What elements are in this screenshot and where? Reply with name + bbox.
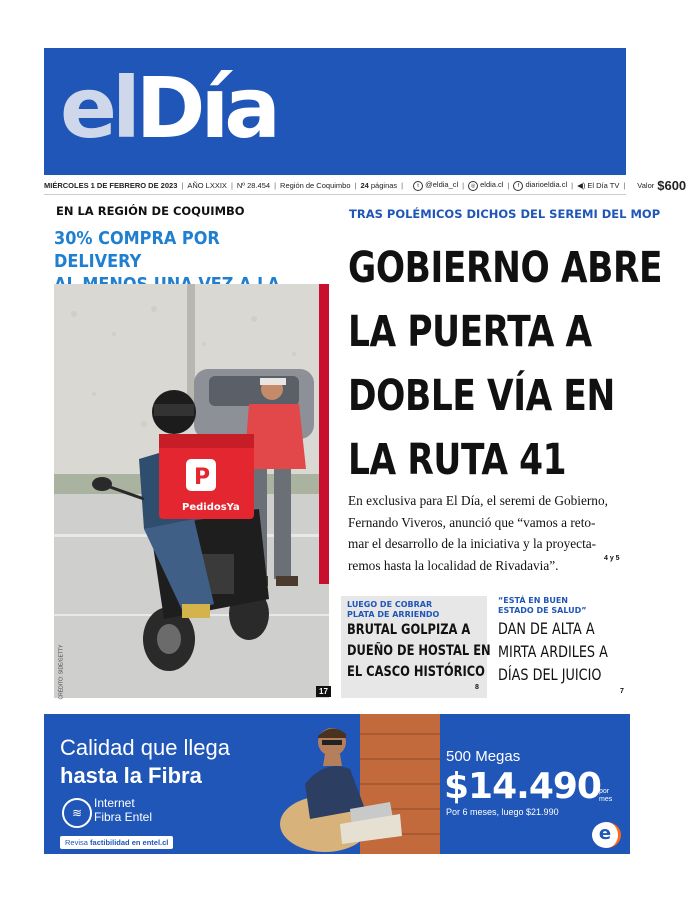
ad-price: $14.490 [444,766,601,807]
wifi-icon: ≋ [62,798,92,828]
page-count-suffix: páginas [370,180,398,190]
story3-kicker: “ESTÁ EN BUEN ESTADO DE SALUD” [498,596,587,615]
story3-page: 7 [620,688,624,695]
ad-cta[interactable]: Revisa factibilidad en entel.cl [60,836,173,849]
story2-page: 8 [475,684,479,691]
main-body-line: remos hasta la localidad de Rivadavia”. [348,557,559,573]
svg-text:P: P [194,465,211,490]
story3-headline: DAN DE ALTA A MIRTA ARDILES A DÍAS DEL JUICIO [498,619,608,684]
edition-date: MIÉRCOLES 1 DE FEBRERO DE 2023 [44,180,178,190]
facebook-handle[interactable]: f diarioeldia.cl [513,180,567,191]
tv-link[interactable]: ◀) El Día TV [577,180,620,190]
main-headline-line: GOBIERNO ABRE [348,243,663,293]
story2-kicker: LUEGO DE COBRAR PLATA DE ARRIENDO [347,600,440,619]
ad-tagline: Calidad que llega hasta la Fibra [60,735,231,788]
instagram-icon: ◎ [468,181,478,191]
main-body-line: En exclusiva para El Día, el seremi de Gobierno, [348,493,608,508]
twitter-handle[interactable]: t @eldia_cl [413,180,458,191]
info-bar: MIÉRCOLES 1 DE FEBRERO DE 2023 | AÑO LXXIX | Nº 28.454 | Región de Coquimbo | 24 páginas | t @eldia_cl | ◎ eldia.cl | f diarioeldia.cl | ◀) El Día TV | Valor $600 [44,176,626,195]
ad-speed: 500 Megas [446,748,521,765]
photo-credit: CRÉDITO: SIDE/GETTY [58,644,65,700]
entel-logo: e [592,822,621,848]
story2-headline: BRUTAL GOLPIZA A DUEÑO DE HOSTAL EN EL CASCO HISTÓRICO [347,622,491,680]
instagram-handle[interactable]: ◎ eldia.cl [468,180,503,191]
person-with-laptop-illustration [280,714,440,854]
story-assault[interactable] [341,596,491,698]
left-story-page: 17 [316,686,331,697]
ad-price-period: por mes [599,788,613,803]
edition-number: Nº 28.454 [236,180,271,190]
speaker-icon: ◀) [577,180,586,190]
main-headline-line: LA PUERTA A [348,307,592,357]
ad-price-note: Por 6 meses, luego $21.990 [446,807,559,817]
edition-year: AÑO LXXIX [187,180,227,190]
left-headline-line: 30% COMPRA POR DELIVERY [54,229,220,272]
page-count: 24 [360,180,369,190]
price-value: $600 [657,177,686,193]
edition-region: Región de Coquimbo [280,180,351,190]
left-story-kicker: EN LA REGIÓN DE COQUIMBO [56,204,245,218]
main-story-kicker: TRAS POLÉMICOS DICHOS DEL SEREMI DEL MOP [349,207,661,221]
delivery-photo [54,284,329,698]
main-body-line: mar el desarrollo de la iniciativa y la proyecta- [348,536,597,551]
ad-product: Internet Fibra Entel [94,796,153,824]
main-headline-line: DOBLE VÍA EN [348,371,615,421]
main-headline[interactable] [348,236,663,492]
twitter-icon: t [413,181,423,191]
logo[interactable]: elDía [60,59,276,157]
facebook-icon: f [513,181,523,191]
masthead [44,48,626,175]
bag-brand: PedidosYa [182,502,240,513]
main-body-line: Fernando Viveros, anunció que “vamos a reto- [348,514,596,530]
delivery-rider-illustration [54,284,329,698]
story-mirta-ardiles[interactable] [496,596,628,698]
main-headline-line: LA RUTA 41 [348,435,567,485]
price-label: Valor [637,180,655,190]
main-story-body [348,490,630,576]
main-story-pages: 4 y 5 [604,555,620,562]
entel-ad[interactable] [44,714,630,854]
